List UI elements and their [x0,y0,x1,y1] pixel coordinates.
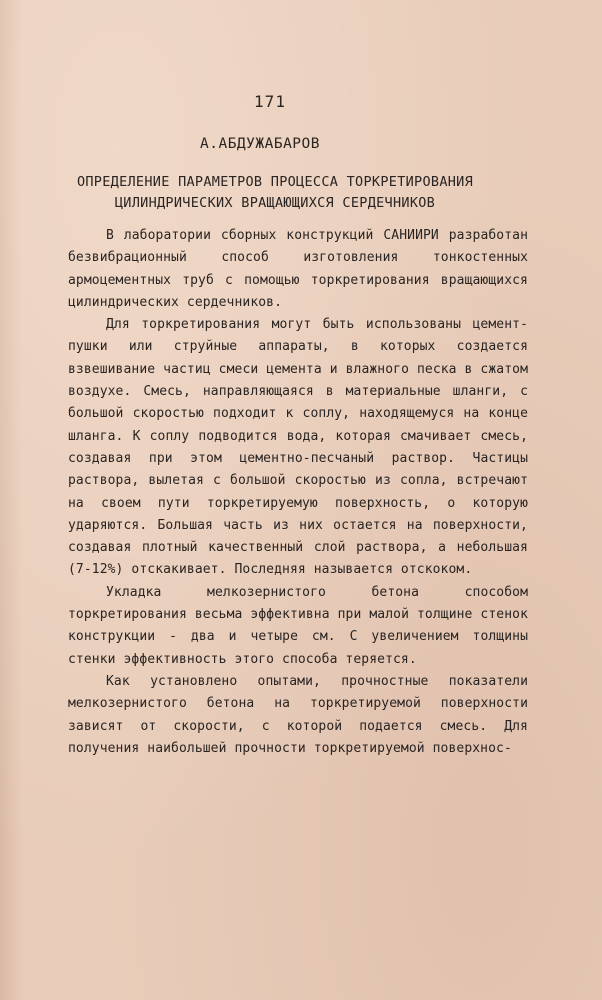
paragraph: В лаборатории сборных конструкций САНИИРИ разработан безвибрационный способ изготовления тонкостенных армоцементных труб с помощью торкретирования вращающихся цилиндрических сердечников. [68,228,528,310]
title-line: ОПРЕДЕЛЕНИЕ ПАРАМЕТРОВ ПРОЦЕССА ТОРКРЕТИРОВАНИЯ [76,174,474,190]
paragraph: Как установлено опытами, прочностные показатели мелкозернистого бетона на торкретируемой поверхности зависят от скорости, с которой подается смесь. Для получения наибольшей прочности торкретируемой поверхнос- [68,673,528,756]
article-body [68,225,528,760]
page-number: 171 [254,92,286,111]
author-name: А.АБДУЖАБАРОВ [200,136,320,152]
title-line: ЦИЛИНДРИЧЕСКИХ ВРАЩАЮЩИХСЯ СЕРДЕЧНИКОВ [114,195,436,211]
paragraph: Для торкретирования могут быть использованы цемент-пушки или струйные аппараты, в которых создается взвешивание частиц смеси цемента и влажного песка в сжатом воздухе. Смесь, направляющаяся в материальные шланги, с большой скоростью подходит к соплу, находящемуся на конце шланга. К соплу подводится вода, которая смачивает смесь, создавая при этом цементно-песчаный раствор. Частицы раствора, вылетая с большой скоростью из сопла, встречают на своем пути торкретируемую поверхность, о которую ударяются. Большая часть из них остается на поверхности, создавая плотный качественный слой раствора, а небольшая (7-12%) отскакивает. Последняя называется отскоком. [68,317,528,578]
article-title [60,172,490,214]
paragraph: Укладка мелкозернистого бетона способом торкретирования весьма эффективна при малой толщине стенок конструкции - два и четыре см. С увеличением толщины стенки эффективность этого способа теряется. [68,584,528,667]
